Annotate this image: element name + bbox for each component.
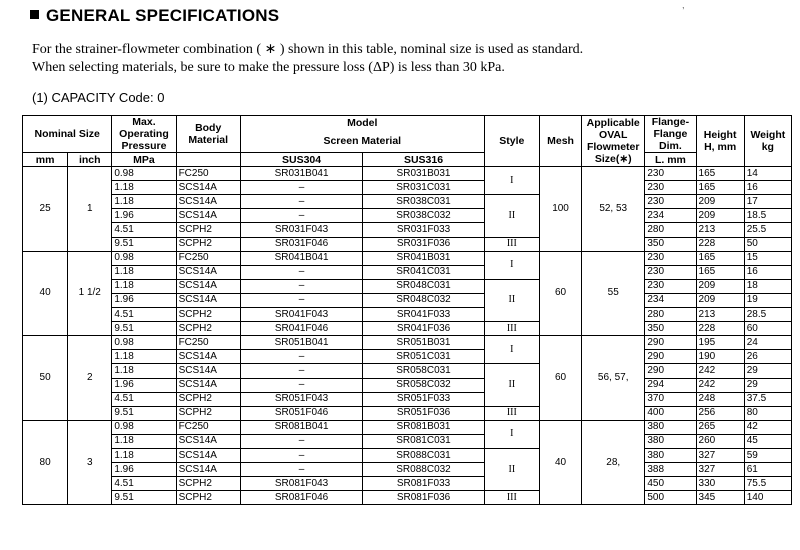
body-material-cell: SCPH2 [176,491,240,505]
body-material-cell: SCPH2 [176,392,240,406]
header-body-material: Body Material [176,116,240,153]
flange-dim-cell: 234 [645,209,696,223]
table-row [23,434,792,448]
header-flange-dim: Flange-Flange Dim. [645,116,696,153]
height-cell: 195 [696,336,744,350]
style-cell: II [484,279,539,321]
sus316-model-cell: SR031F033 [363,223,484,237]
sus316-model-cell: SR081C031 [363,434,484,448]
weight-cell: 19 [744,293,791,307]
table-row [23,279,792,293]
sus316-model-cell: SR041B031 [363,251,484,265]
max-pressure-cell: 0.98 [112,251,176,265]
nominal-mm-cell: 50 [23,336,68,421]
flowmeter-size-cell: 28, [582,420,645,505]
sus304-model-cell: SR081F043 [240,477,362,491]
weight-cell: 61 [744,463,791,477]
max-pressure-cell: 1.18 [112,434,176,448]
flange-dim-cell: 370 [645,392,696,406]
table-row [23,491,792,505]
body-material-cell: SCPH2 [176,223,240,237]
sus304-model-cell: SR031F046 [240,237,362,251]
sus316-model-cell: SR058C031 [363,364,484,378]
square-bullet-icon [30,10,39,19]
height-cell: 165 [696,251,744,265]
sus316-model-cell: SR088C032 [363,463,484,477]
style-cell: I [484,167,539,195]
intro-line-1: For the strainer-flowmeter combination ( ∗ ) shown in this table, nominal size is used as standard. [32,42,584,57]
table-row [23,406,792,420]
weight-cell: 50 [744,237,791,251]
style-cell: I [484,251,539,279]
sus304-model-cell: – [240,293,362,307]
style-cell: II [484,364,539,406]
body-material-cell: FC250 [176,167,240,181]
max-pressure-cell: 1.18 [112,181,176,195]
weight-cell: 25.5 [744,223,791,237]
flange-dim-cell: 230 [645,181,696,195]
flange-dim-cell: 450 [645,477,696,491]
sus316-model-cell: SR031B031 [363,167,484,181]
sus316-model-cell: SR051C031 [363,350,484,364]
mesh-cell: 60 [539,336,581,421]
weight-cell: 29 [744,378,791,392]
sus316-model-cell: SR051F033 [363,392,484,406]
sus304-model-cell: – [240,195,362,209]
body-material-cell: SCS14A [176,209,240,223]
header-body-blank [176,153,240,167]
sus304-model-cell: SR031B041 [240,167,362,181]
table-row [23,195,792,209]
table-row [23,167,792,181]
table-header [23,116,792,167]
max-pressure-cell: 1.18 [112,350,176,364]
header-mpa: MPa [112,153,176,167]
flowmeter-size-cell: 52, 53 [582,167,645,252]
sus304-model-cell: – [240,209,362,223]
max-pressure-cell: 0.98 [112,336,176,350]
style-cell: I [484,336,539,364]
body-material-cell: SCS14A [176,463,240,477]
nominal-mm-cell: 40 [23,251,68,336]
header-applicable-flowmeter: Applicable OVAL Flowmeter Size(∗) [582,116,645,167]
height-cell: 327 [696,463,744,477]
weight-cell: 75.5 [744,477,791,491]
max-pressure-cell: 1.18 [112,448,176,462]
sus316-model-cell: SR048C032 [363,293,484,307]
weight-cell: 15 [744,251,791,265]
table-row [23,477,792,491]
sus304-model-cell: – [240,265,362,279]
weight-cell: 16 [744,265,791,279]
weight-cell: 28.5 [744,308,791,322]
spec-table [22,115,792,505]
body-material-cell: FC250 [176,251,240,265]
table-row [23,293,792,307]
page-corner-mark: , [682,0,685,10]
height-cell: 165 [696,181,744,195]
sus316-model-cell: SR038C032 [363,209,484,223]
table-row [23,420,792,434]
header-model: Model [240,116,484,131]
height-cell: 213 [696,308,744,322]
sus304-model-cell: SR051B041 [240,336,362,350]
table-row [23,392,792,406]
weight-cell: 14 [744,167,791,181]
height-cell: 327 [696,448,744,462]
nominal-inch-cell: 1 1/2 [68,251,112,336]
table-row [23,223,792,237]
header-nominal-size: Nominal Size [23,116,112,153]
nominal-inch-cell: 1 [68,167,112,252]
style-cell: I [484,420,539,448]
weight-cell: 45 [744,434,791,448]
sus304-model-cell: SR041B041 [240,251,362,265]
height-cell: 260 [696,434,744,448]
weight-cell: 42 [744,420,791,434]
flange-dim-cell: 380 [645,448,696,462]
max-pressure-cell: 1.18 [112,195,176,209]
body-material-cell: SCS14A [176,364,240,378]
body-material-cell: FC250 [176,336,240,350]
sus316-model-cell: SR038C031 [363,195,484,209]
weight-cell: 18.5 [744,209,791,223]
max-pressure-cell: 1.18 [112,364,176,378]
sus304-model-cell: – [240,463,362,477]
weight-cell: 37.5 [744,392,791,406]
flange-dim-cell: 230 [645,279,696,293]
height-cell: 213 [696,223,744,237]
body-material-cell: SCS14A [176,434,240,448]
style-cell: III [484,491,539,505]
header-style: Style [484,116,539,167]
sus304-model-cell: – [240,378,362,392]
sus316-model-cell: SR041C031 [363,265,484,279]
sus304-model-cell: SR081F046 [240,491,362,505]
flange-dim-cell: 280 [645,223,696,237]
body-material-cell: SCS14A [176,265,240,279]
mesh-cell: 60 [539,251,581,336]
header-mm: mm [23,153,68,167]
flange-dim-cell: 400 [645,406,696,420]
header-screen-material: Screen Material [240,130,484,153]
max-pressure-cell: 4.51 [112,308,176,322]
max-pressure-cell: 1.96 [112,293,176,307]
flange-dim-cell: 290 [645,350,696,364]
weight-cell: 60 [744,322,791,336]
nominal-inch-cell: 3 [68,420,112,505]
body-material-cell: SCPH2 [176,477,240,491]
max-pressure-cell: 4.51 [112,477,176,491]
header-sus316: SUS316 [363,153,484,167]
table-row [23,336,792,350]
sus316-model-cell: SR041F036 [363,322,484,336]
weight-cell: 140 [744,491,791,505]
height-cell: 209 [696,195,744,209]
max-pressure-cell: 9.51 [112,237,176,251]
weight-cell: 24 [744,336,791,350]
sus316-model-cell: SR081F033 [363,477,484,491]
height-cell: 190 [696,350,744,364]
weight-cell: 29 [744,364,791,378]
sus304-model-cell: SR081B041 [240,420,362,434]
body-material-cell: SCS14A [176,279,240,293]
sus304-model-cell: SR051F046 [240,406,362,420]
sus304-model-cell: SR051F043 [240,392,362,406]
header-weight: Weight kg [744,116,791,167]
flange-dim-cell: 290 [645,336,696,350]
height-cell: 165 [696,167,744,181]
table-row [23,308,792,322]
table-row [23,181,792,195]
max-pressure-cell: 1.96 [112,463,176,477]
header-lmm: L. mm [645,153,696,167]
style-cell: III [484,322,539,336]
weight-cell: 16 [744,181,791,195]
sus316-model-cell: SR081B031 [363,420,484,434]
max-pressure-cell: 0.98 [112,420,176,434]
weight-cell: 80 [744,406,791,420]
sus304-model-cell: – [240,181,362,195]
mesh-cell: 100 [539,167,581,252]
body-material-cell: SCS14A [176,350,240,364]
body-material-cell: SCPH2 [176,237,240,251]
weight-cell: 18 [744,279,791,293]
max-pressure-cell: 9.51 [112,491,176,505]
max-pressure-cell: 9.51 [112,406,176,420]
sus316-model-cell: SR031F036 [363,237,484,251]
max-pressure-cell: 4.51 [112,392,176,406]
section-title-text: GENERAL SPECIFICATIONS [46,6,280,25]
height-cell: 345 [696,491,744,505]
sus304-model-cell: SR031F043 [240,223,362,237]
height-cell: 248 [696,392,744,406]
flange-dim-cell: 234 [645,293,696,307]
flowmeter-size-cell: 55 [582,251,645,336]
style-cell: II [484,448,539,490]
flange-dim-cell: 230 [645,265,696,279]
table-row [23,378,792,392]
table-row [23,237,792,251]
body-material-cell: FC250 [176,420,240,434]
table-row [23,322,792,336]
capacity-code: (1) CAPACITY Code: 0 [32,90,165,105]
table-row [23,448,792,462]
table-row [23,463,792,477]
header-mesh: Mesh [539,116,581,167]
flange-dim-cell: 388 [645,463,696,477]
height-cell: 228 [696,237,744,251]
sus304-model-cell: – [240,364,362,378]
sus316-model-cell: SR081F036 [363,491,484,505]
style-cell: II [484,195,539,237]
sus316-model-cell: SR051F036 [363,406,484,420]
height-cell: 209 [696,209,744,223]
flange-dim-cell: 280 [645,308,696,322]
body-material-cell: SCPH2 [176,322,240,336]
height-cell: 209 [696,279,744,293]
flowmeter-size-cell: 56, 57, [582,336,645,421]
flange-dim-cell: 230 [645,167,696,181]
body-material-cell: SCS14A [176,195,240,209]
sus316-model-cell: SR041F033 [363,308,484,322]
flange-dim-cell: 294 [645,378,696,392]
flange-dim-cell: 380 [645,434,696,448]
table-row [23,209,792,223]
sus316-model-cell: SR088C031 [363,448,484,462]
table-row [23,350,792,364]
style-cell: III [484,237,539,251]
max-pressure-cell: 1.96 [112,209,176,223]
flange-dim-cell: 230 [645,195,696,209]
sus316-model-cell: SR058C032 [363,378,484,392]
body-material-cell: SCPH2 [176,406,240,420]
header-inch: inch [68,153,112,167]
height-cell: 256 [696,406,744,420]
nominal-inch-cell: 2 [68,336,112,421]
body-material-cell: SCS14A [176,293,240,307]
flange-dim-cell: 500 [645,491,696,505]
nominal-mm-cell: 80 [23,420,68,505]
height-cell: 330 [696,477,744,491]
table-row [23,364,792,378]
height-cell: 242 [696,364,744,378]
body-material-cell: SCPH2 [176,308,240,322]
height-cell: 242 [696,378,744,392]
flange-dim-cell: 350 [645,322,696,336]
mesh-cell: 40 [539,420,581,505]
header-max-pressure: Max. Operating Pressure [112,116,176,153]
height-cell: 209 [696,293,744,307]
body-material-cell: SCS14A [176,448,240,462]
body-material-cell: SCS14A [176,181,240,195]
flange-dim-cell: 350 [645,237,696,251]
weight-cell: 26 [744,350,791,364]
sus304-model-cell: – [240,434,362,448]
section-title [30,6,279,26]
max-pressure-cell: 1.96 [112,378,176,392]
max-pressure-cell: 1.18 [112,265,176,279]
header-height: Height H, mm [696,116,744,167]
sus304-model-cell: SR041F046 [240,322,362,336]
max-pressure-cell: 0.98 [112,167,176,181]
sus304-model-cell: SR041F043 [240,308,362,322]
max-pressure-cell: 1.18 [112,279,176,293]
sus304-model-cell: – [240,350,362,364]
sus304-model-cell: – [240,448,362,462]
height-cell: 165 [696,265,744,279]
body-material-cell: SCS14A [176,378,240,392]
sus316-model-cell: SR048C031 [363,279,484,293]
flange-dim-cell: 230 [645,251,696,265]
table-row [23,265,792,279]
height-cell: 265 [696,420,744,434]
table-row [23,251,792,265]
intro-note [32,41,583,77]
sus316-model-cell: SR031C031 [363,181,484,195]
style-cell: III [484,406,539,420]
height-cell: 228 [696,322,744,336]
nominal-mm-cell: 25 [23,167,68,252]
intro-line-2: When selecting materials, be sure to make the pressure loss (ΔP) is less than 30 kPa. [32,60,505,75]
max-pressure-cell: 9.51 [112,322,176,336]
sus304-model-cell: – [240,279,362,293]
table-body [23,167,792,505]
flange-dim-cell: 290 [645,364,696,378]
max-pressure-cell: 4.51 [112,223,176,237]
header-sus304: SUS304 [240,153,362,167]
sus316-model-cell: SR051B031 [363,336,484,350]
weight-cell: 17 [744,195,791,209]
flange-dim-cell: 380 [645,420,696,434]
weight-cell: 59 [744,448,791,462]
